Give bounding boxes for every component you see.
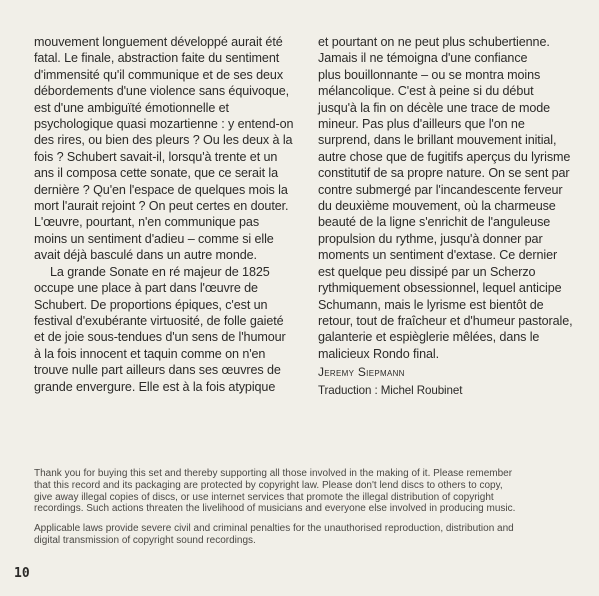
- text-line: mélancolique. C'est à peine si du début: [318, 84, 534, 99]
- text-line: L'œuvre, pourtant, n'en communique pas: [34, 215, 260, 230]
- text-line: fatal. Le finale, abstraction faite du sentiment: [34, 51, 280, 66]
- page-number: 10: [14, 566, 30, 581]
- text-line: Schubert. De proportions épiques, c'est un: [34, 297, 268, 312]
- text-line: autre chose que de fugitifs aperçus du lyrisme: [318, 149, 571, 164]
- text-line: des rires, ou bien des pleurs ? Ou les deux à la: [34, 133, 293, 148]
- text-line: grande envergure. Elle est à la fois atypique: [34, 379, 276, 394]
- text-line: beauté de la ligne s'enrichit de l'anguleuse: [318, 215, 551, 230]
- text-line: surprend, dans le brillant mouvement initial,: [318, 133, 557, 148]
- text-line: Schumann, mais le lyrisme est bientôt de: [318, 297, 544, 312]
- text-line: fois ? Schubert savait-il, lorsqu'à trente et un: [34, 149, 278, 164]
- text-line: propulsion du rythme, jusqu'à donner par: [318, 231, 543, 246]
- text-line: ans il composa cette sonate, que ce serait la: [34, 166, 279, 181]
- text-line: retour, tout de fraîcheur et d'humeur pastorale,: [318, 313, 573, 328]
- copyright-notice: [34, 468, 582, 555]
- text-line: trouve nulle part ailleurs dans ses œuvres de: [34, 363, 281, 378]
- notice-line: digital transmission of copyright sound recordings.: [34, 534, 256, 546]
- text-line: plus bouillonnante – ou se montra moins: [318, 67, 541, 82]
- text-line: du deuxième mouvement, où la charmeuse: [318, 199, 556, 214]
- text-line: moins un sentiment d'adieu – comme si elle: [34, 231, 274, 246]
- notice-line: Applicable laws provide severe civil and criminal penalties for the unauthorised reproduction, distribution and: [34, 523, 514, 535]
- text-line: avait déjà basculé dans un autre monde.: [34, 248, 257, 263]
- text-line: mort l'aurait rejoint ? On peut certes en douter.: [34, 199, 289, 214]
- notice-line: give away illegal copies of discs, or use internet services that promote the illegal distribution of copyright: [34, 491, 494, 503]
- text-line: et de joie sous-tendues d'un sens de l'humour: [34, 330, 286, 345]
- text-line: psychologique quasi mozartienne : y entend-on: [34, 117, 294, 132]
- text-line: Jamais il ne témoigna d'une confiance: [318, 51, 528, 66]
- text-line: est d'une ambiguïté émotionnelle et: [34, 100, 229, 115]
- text-line: à la fois innocent et taquin comme on n'en: [34, 346, 266, 361]
- text-line: galanterie et espièglerie mêlées, dans le: [318, 330, 540, 345]
- text-line: occupe une place à part dans l'œuvre de: [34, 281, 258, 296]
- text-line: contre submergé par l'incandescente ferveur: [318, 182, 563, 197]
- text-line: constitutif de sa propre nature. On se sent par: [318, 166, 570, 181]
- text-line: mineur. Pas plus d'ailleurs que l'on ne: [318, 117, 525, 132]
- translator-credit: Traduction : Michel Roubinet: [318, 383, 463, 397]
- notice-paragraph-laws: [34, 523, 582, 547]
- text-line: débordements d'une violence sans équivoque,: [34, 84, 290, 99]
- right-text-column: [318, 34, 588, 399]
- text-line: et pourtant on ne peut plus schubertienne.: [318, 35, 550, 49]
- text-line: mouvement longuement développé aurait été: [34, 35, 283, 49]
- text-line: dernière ? Qu'en l'espace de quelques mois la: [34, 182, 288, 197]
- text-line: La grande Sonate en ré majeur de 1825: [50, 264, 270, 279]
- text-line: malicieux Rondo final.: [318, 346, 440, 361]
- text-line: rythmiquement obsessionnel, lequel anticipe: [318, 281, 562, 296]
- notice-line: that this record and its packaging are protected by copyright law. Please don't lend discs to others to copy,: [34, 479, 503, 491]
- text-line: est quelque peu dissipé par un Scherzo: [318, 264, 536, 279]
- text-line: d'immensité qu'il communique et de ses deux: [34, 67, 284, 82]
- text-line: jusqu'à la fin on décèle une trace de mode: [318, 100, 551, 115]
- text-line: festival d'exubérante virtuosité, de folle gaieté: [34, 313, 284, 328]
- text-line: moments un sentiment d'extase. Ce dernier: [318, 248, 558, 263]
- author-signature: Jeremy Siepmann: [318, 365, 405, 380]
- notice-line: Thank you for buying this set and thereby supporting all those involved in the making of it. Please remember: [34, 468, 513, 479]
- left-text-column: [34, 34, 304, 395]
- notice-line: recordings. Such actions threaten the livelihood of musicians and everyone else involved in producing music.: [34, 503, 516, 515]
- notice-paragraph-thanks: [34, 468, 582, 515]
